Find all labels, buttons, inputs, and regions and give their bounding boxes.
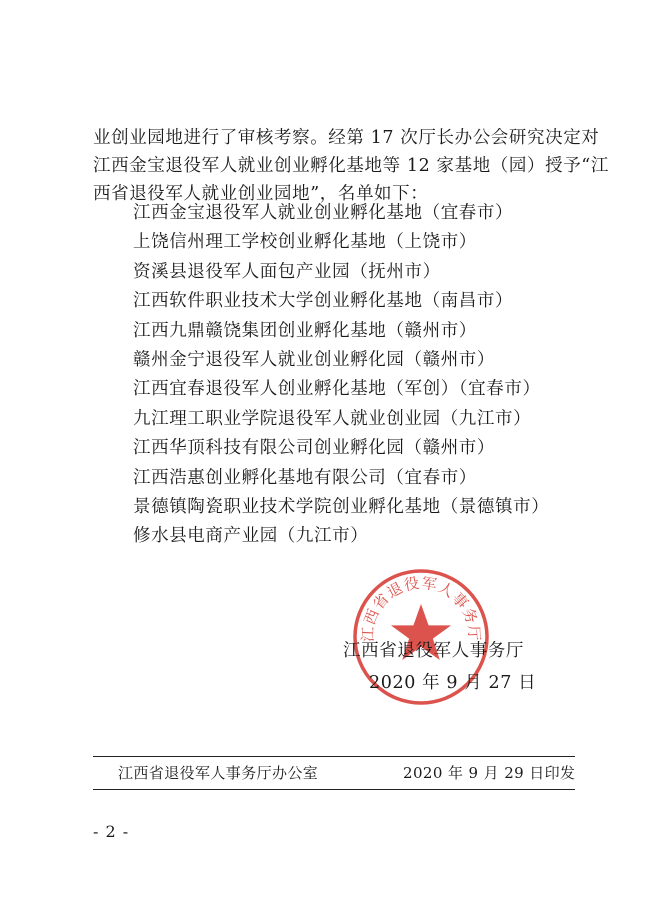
list-item: 修水县电商产业园（九江市） bbox=[133, 526, 369, 547]
list-item: 江西九鼎赣饶集团创业孵化基地（赣州市） bbox=[133, 320, 477, 341]
body-text-line-1: 业创业园地进行了审核考察。经第 17 次厅长办公会研究决定对 bbox=[93, 128, 600, 148]
list-item: 赣州金宁退役军人就业创业孵化园（赣州市） bbox=[133, 349, 495, 370]
list-item: 九江理工职业学院退役军人就业创业园（九江市） bbox=[133, 408, 532, 429]
signing-organization: 江西省退役军人事务厅 bbox=[343, 641, 524, 661]
park-list bbox=[133, 199, 549, 552]
footer-organization: 江西省退役军人事务厅办公室 bbox=[118, 764, 319, 782]
list-item: 景德镇陶瓷职业技术学院创业孵化基地（景德镇市） bbox=[133, 496, 550, 517]
seal-text: 江西省退役军人事务厅 bbox=[358, 573, 484, 643]
body-text-line-2: 江西金宝退役军人就业创业孵化基地等 12 家基地（园）授予“江 bbox=[93, 156, 609, 176]
list-item: 江西浩惠创业孵化基地有限公司（宜春市） bbox=[133, 467, 477, 488]
footer-print-date: 2020 年 9 月 29 日印发 bbox=[403, 764, 576, 782]
list-item: 上饶信州理工学校创业孵化基地（上饶市） bbox=[133, 232, 477, 253]
list-item: 资溪县退役军人面包产业园（抚州市） bbox=[133, 261, 441, 282]
body-text-line-3: 西省退役军人就业创业园地”，名单如下： bbox=[93, 184, 429, 204]
page-number: - 2 - bbox=[93, 822, 130, 841]
signing-date: 2020 年 9 月 27 日 bbox=[369, 673, 537, 693]
list-item: 江西软件职业技术大学创业孵化基地（南昌市） bbox=[133, 291, 514, 312]
footer-bottom-rule bbox=[93, 789, 575, 790]
list-item: 江西金宝退役军人就业创业孵化基地（宜春市） bbox=[133, 203, 514, 223]
list-item: 江西华顶科技有限公司创业孵化园（赣州市） bbox=[133, 438, 495, 459]
list-item: 江西宜春退役军人创业孵化基地（军创）（宜春市） bbox=[133, 379, 541, 400]
footer-top-rule bbox=[93, 756, 575, 757]
